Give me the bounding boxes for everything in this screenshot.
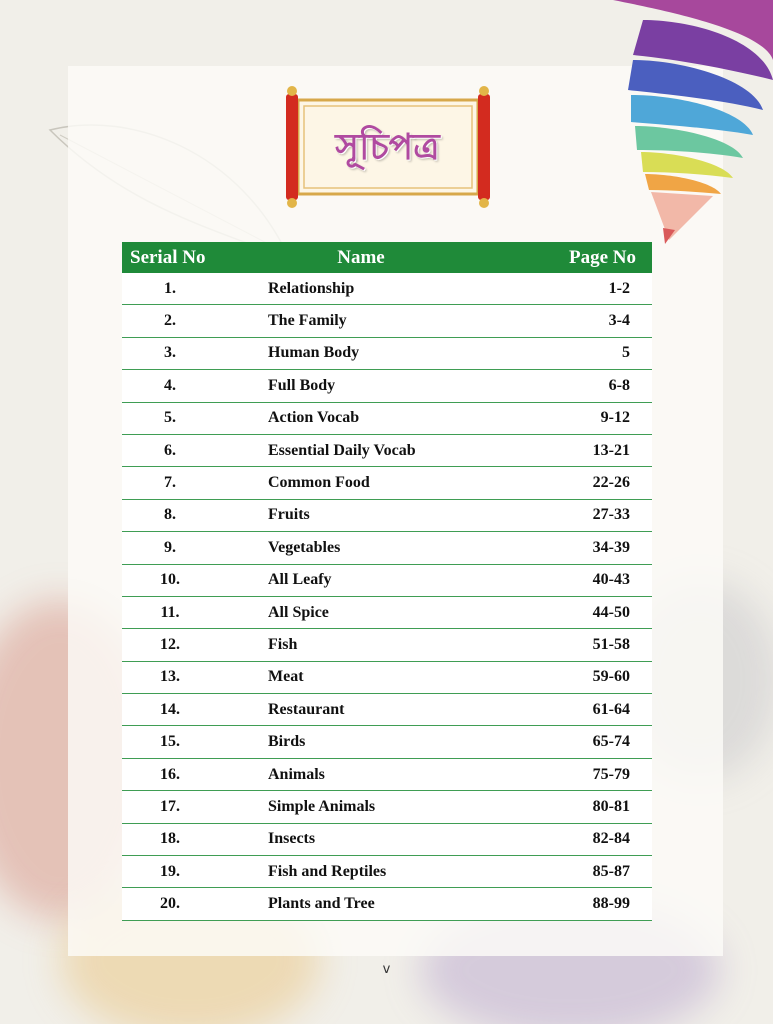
- row-page: 34-39: [512, 532, 652, 564]
- ribbon-pencil-icon: [573, 0, 773, 260]
- row-serial: 13.: [122, 661, 218, 693]
- row-page: 65-74: [512, 726, 652, 758]
- row-page: 22-26: [512, 467, 652, 499]
- row-page: 61-64: [512, 694, 652, 726]
- row-name: Restaurant: [218, 694, 512, 726]
- row-name: Vegetables: [218, 532, 512, 564]
- row-page: 80-81: [512, 791, 652, 823]
- table-row: [122, 273, 652, 305]
- row-serial: 1.: [122, 273, 218, 305]
- table-row: [122, 596, 652, 628]
- row-serial: 10.: [122, 564, 218, 596]
- row-name: Animals: [218, 758, 512, 790]
- page-number: v: [382, 962, 391, 977]
- table-row: [122, 791, 652, 823]
- table-row: [122, 305, 652, 337]
- title-banner: [280, 84, 495, 210]
- table-row: [122, 823, 652, 855]
- header-serial: Serial No: [122, 242, 218, 273]
- row-name: Plants and Tree: [218, 888, 512, 920]
- table-row: [122, 856, 652, 888]
- row-serial: 20.: [122, 888, 218, 920]
- row-page: 3-4: [512, 305, 652, 337]
- row-page: 59-60: [512, 661, 652, 693]
- row-name: Meat: [218, 661, 512, 693]
- row-page: 51-58: [512, 629, 652, 661]
- row-page: 75-79: [512, 758, 652, 790]
- table-row: [122, 467, 652, 499]
- row-serial: 4.: [122, 370, 218, 402]
- table-row: [122, 499, 652, 531]
- table-row: [122, 434, 652, 466]
- row-page: 82-84: [512, 823, 652, 855]
- row-serial: 5.: [122, 402, 218, 434]
- table-row: [122, 661, 652, 693]
- row-serial: 3.: [122, 337, 218, 369]
- row-name: Fish: [218, 629, 512, 661]
- row-serial: 6.: [122, 434, 218, 466]
- header-name: Name: [218, 242, 512, 273]
- row-name: Common Food: [218, 467, 512, 499]
- row-serial: 12.: [122, 629, 218, 661]
- row-page: 40-43: [512, 564, 652, 596]
- row-name: Essential Daily Vocab: [218, 434, 512, 466]
- row-name: Human Body: [218, 337, 512, 369]
- row-serial: 9.: [122, 532, 218, 564]
- row-name: Action Vocab: [218, 402, 512, 434]
- row-serial: 14.: [122, 694, 218, 726]
- contents-table: [122, 242, 652, 921]
- table-row: [122, 629, 652, 661]
- table-row: [122, 370, 652, 402]
- row-name: Simple Animals: [218, 791, 512, 823]
- row-name: Insects: [218, 823, 512, 855]
- row-page: 6-8: [512, 370, 652, 402]
- table-row: [122, 402, 652, 434]
- row-name: Fish and Reptiles: [218, 856, 512, 888]
- row-serial: 11.: [122, 596, 218, 628]
- row-serial: 19.: [122, 856, 218, 888]
- row-page: 88-99: [512, 888, 652, 920]
- table-row: [122, 564, 652, 596]
- row-name: The Family: [218, 305, 512, 337]
- row-name: Relationship: [218, 273, 512, 305]
- row-serial: 2.: [122, 305, 218, 337]
- row-page: 44-50: [512, 596, 652, 628]
- row-serial: 18.: [122, 823, 218, 855]
- table-header-row: [122, 242, 652, 273]
- row-name: All Spice: [218, 596, 512, 628]
- table-row: [122, 532, 652, 564]
- header-page: Page No: [512, 242, 652, 273]
- row-page: 1-2: [512, 273, 652, 305]
- row-serial: 7.: [122, 467, 218, 499]
- table-row: [122, 337, 652, 369]
- row-name: Birds: [218, 726, 512, 758]
- row-serial: 15.: [122, 726, 218, 758]
- row-serial: 16.: [122, 758, 218, 790]
- page-title: সূচিপত্র: [335, 127, 440, 168]
- table-row: [122, 694, 652, 726]
- row-name: All Leafy: [218, 564, 512, 596]
- row-page: 9-12: [512, 402, 652, 434]
- row-serial: 17.: [122, 791, 218, 823]
- row-page: 13-21: [512, 434, 652, 466]
- row-name: Full Body: [218, 370, 512, 402]
- table-row: [122, 726, 652, 758]
- row-name: Fruits: [218, 499, 512, 531]
- table-row: [122, 758, 652, 790]
- table-row: [122, 888, 652, 920]
- row-serial: 8.: [122, 499, 218, 531]
- row-page: 27-33: [512, 499, 652, 531]
- row-page: 85-87: [512, 856, 652, 888]
- row-page: 5: [512, 337, 652, 369]
